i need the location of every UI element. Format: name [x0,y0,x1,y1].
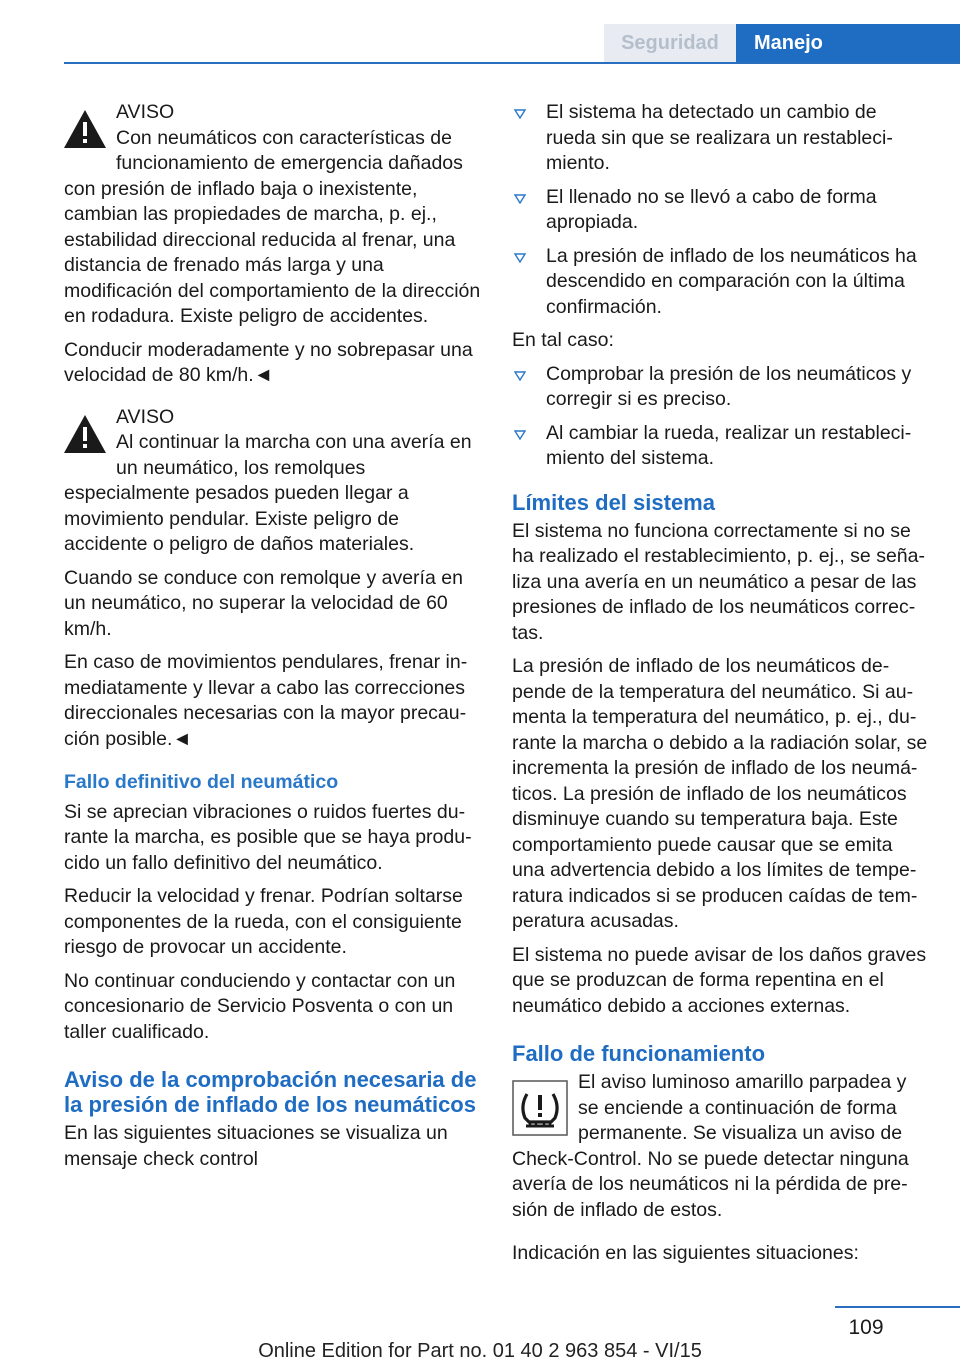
paragraph: Indicación en las siguientes situaciones: [512,1242,859,1264]
paragraph: El sistema no puede avisar de los daños graves que se produzcan de forma repentina en el neumático debido a acciones externas. [512,943,927,1017]
heading-pressure-check: Aviso de la comprobación necesaria de la presión de inflado de los neumáticos [64,1067,477,1117]
heading-system-limits: Límites del sistema [512,489,715,515]
paragraph: La presión de inflado de los neumáticos depende de la temperatura del neumático. Si aumenta la temperatura del neumático, p. ej., durante la marcha o debido a la radiación solar, se incrementa la presión de inflado de los neumáticos. La presión de inflado de los neumáticos disminuye cuando su temperatura baja. Este comportamiento puede causar que se emita una advertencia debido a los límites de temperatura indicados si se producen caídas de temperatura acusadas. [512,655,928,932]
subheading-tire-failure: Fallo definitivo del neumático [64,771,339,793]
list-item: La presión de inflado de los neumáticos ha descendido en comparación con la última confirmación. [512,244,930,321]
list-item: El llenado no se llevó a cabo de forma apropiada. [512,185,930,236]
triangle-bullet-icon [514,430,526,440]
warning-triangle-icon [62,413,108,455]
section-tab-manejo[interactable]: Manejo [736,24,960,62]
list-item: Al cambiar la rueda, realizar un restablecimiento del sistema. [512,421,930,472]
action-list [512,362,930,472]
section-tab-seguridad[interactable]: Seguridad [604,24,736,62]
paragraph: Reducir la velocidad y frenar. Podrían soltarse componentes de la rueda, con el consiguiente riesgo de provocar un accidente. [64,885,463,958]
tire-pressure-warning-icon [512,1080,568,1136]
warning-text: En caso de movimientos pendulares, frenar inmediatamente y llevar a cabo las correcciones direccionales necesarias con la mayor precaución posible.◄ [64,651,468,750]
page-number: 109 [848,1316,884,1339]
footer-rule [835,1306,960,1308]
edition-footer: Online Edition for Part no. 01 40 2 963 854 - VI/15 [258,1340,702,1362]
warning-block-1 [64,100,482,389]
left-column [64,100,482,1180]
triangle-bullet-icon [514,109,526,119]
warning-triangle-icon [62,108,108,150]
triangle-bullet-icon [514,194,526,204]
warning-title: AVISO [116,101,175,123]
paragraph: No continuar conduciendo y contactar con un concesionario de Servicio Posventa o con un taller cualificado. [64,969,456,1043]
paragraph: El aviso luminoso amarillo parpadea y se enciende a continuación de forma permanente. Se visualiza un aviso de Check-Control. No se puede detectar ninguna avería de los neumáticos ni la pérdida de presión de inflado de estos. [512,1071,909,1221]
list-item: El sistema ha detectado un cambio de rueda sin que se realizara un restablecimiento. [512,100,930,177]
paragraph: El sistema no funciona correctamente si no se ha realizado el restablecimiento, p. ej., se señaliza una avería en un neumático a pesar de las presiones de inflado de los neumáticos correctas. [512,519,925,644]
right-column [512,100,930,1275]
heading-malfunction: Fallo de funcionamiento [512,1041,766,1066]
warning-title: AVISO [116,405,175,428]
header-rule [64,62,960,64]
warning-block-2 [64,405,482,753]
triangle-bullet-icon [514,371,526,381]
situation-list [512,100,930,320]
warning-text: Conducir moderadamente y no sobrepasar una velocidad de 80 km/h.◄ [64,338,473,386]
warning-text: Al continuar la marcha con una avería en un neumático, los remolques especialmente pesados pueden llegar a movimiento pendular. Existe peligro de accidente o peligro de daños materiales. [64,431,472,555]
paragraph: Si se aprecian vibraciones o ruidos fuertes durante la marcha, es posible que se haya producido un fallo definitivo del neumático. [64,800,472,874]
warning-text: Con neumáticos con características de funcionamiento de emergencia dañados con presión de inflado baja o inexistente, cambian las propiedades de marcha, p. ej., estabilidad direccional reducida al frenar, una distancia de frenado más larga y una modificación del comportamiento de la dirección en rodadura. Existe peligro de accidentes. [64,126,481,327]
warning-text: Cuando se conduce con remolque y avería en un neumático, no superar la velocidad de 60 km/h. [64,566,463,640]
triangle-bullet-icon [514,253,526,263]
malfunction-block [512,1070,930,1223]
list-item: Comprobar la presión de los neumáticos y corregir si es preciso. [512,362,930,413]
page-header [0,0,960,64]
paragraph: En las siguientes situaciones se visualiza un mensaje check control [64,1122,448,1170]
paragraph: En tal caso: [512,329,614,351]
